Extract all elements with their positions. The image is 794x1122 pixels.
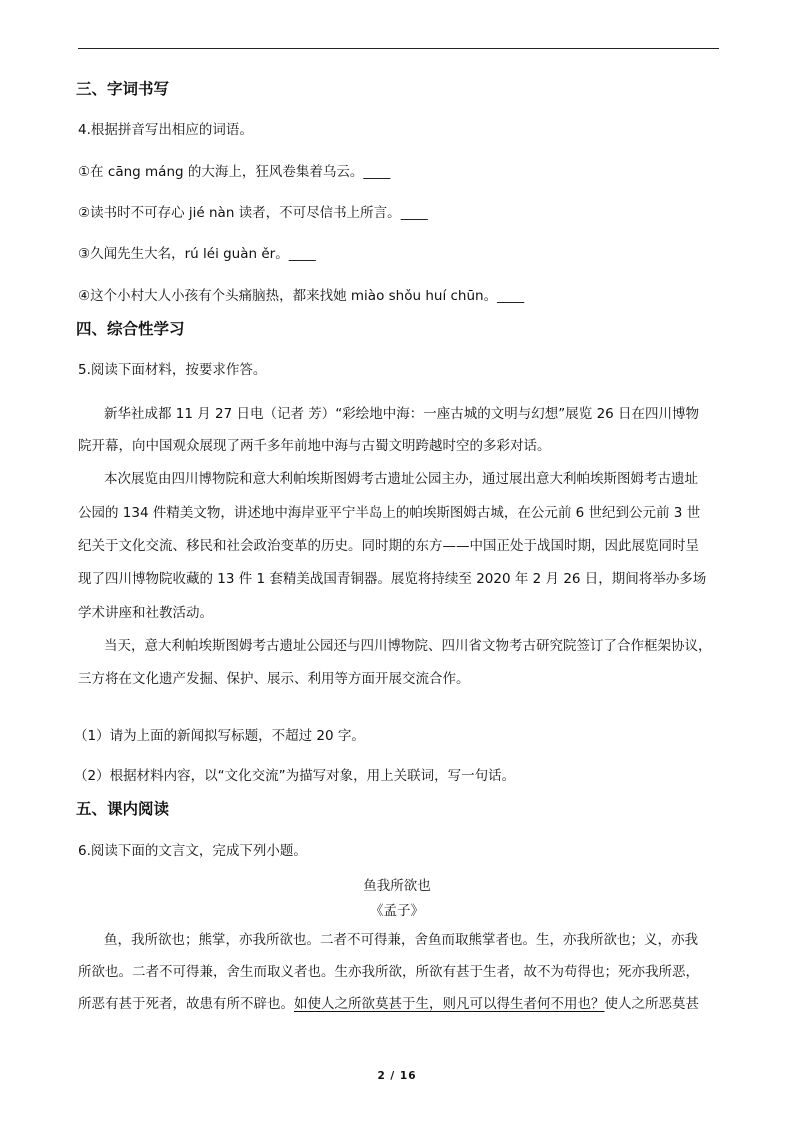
item-text: 。 xyxy=(275,246,289,262)
pinyin-text: jié nàn xyxy=(188,205,235,221)
answer-blank[interactable]: ____ xyxy=(288,246,316,262)
material-para-2-line-1: 本次展览由四川博物院和意大利帕埃斯图姆考古遗址公园主办，通过展出意大利帕埃斯图姆考古遗址 xyxy=(104,471,698,487)
item-text: ①在 xyxy=(78,164,108,180)
question-5-sub-2: （2）根据材料内容，以“文化交流”为描写对象，用上关联词，写一句话。 xyxy=(74,768,516,784)
page-number: 2 / 16 xyxy=(377,1070,417,1082)
section-heading-3: 三、字词书写 xyxy=(76,80,170,98)
passage-title: 鱼我所欲也 xyxy=(363,878,431,894)
passage-line-2: 所欲也。二者不可得兼，舍生而取义者也。生亦我所欲，所欲有甚于生者，故不为苟得也；死亦我所恶， xyxy=(78,964,699,980)
item-text: 读者，不可尽信书上所言。 xyxy=(234,205,401,221)
pinyin-text: miào shǒu huí chūn xyxy=(350,288,484,304)
answer-blank[interactable]: ____ xyxy=(400,205,428,221)
question-4-item-4 xyxy=(78,286,524,306)
item-text: ②读书时不可存心 xyxy=(78,205,189,221)
pinyin-text: cāng máng xyxy=(107,164,184,180)
material-para-1-line-2: 院开幕，向中国观众展现了两千多年前地中海与古蜀文明跨越时空的多彩对话。 xyxy=(78,438,551,454)
answer-blank[interactable]: ____ xyxy=(497,288,525,304)
question-5-prompt: 5.阅读下面材料，按要求作答。 xyxy=(78,362,267,378)
question-4-prompt: 4.根据拼音写出相应的词语。 xyxy=(78,122,253,138)
question-4-item-1 xyxy=(78,162,390,182)
material-para-1-line-1: 新华社成都 11 月 27 日电（记者 芳）“彩绘地中海：一座古城的文明与幻想”展览 26 日在四川博物 xyxy=(104,406,700,422)
item-text: ④这个小村大人小孩有个头痛脑热，都来找她 xyxy=(78,288,351,304)
passage-line-1: 鱼，我所欲也；熊掌，亦我所欲也。二者不可得兼，舍鱼而取熊掌者也。生，亦我所欲也；义，亦我 xyxy=(104,932,698,948)
section-heading-5: 五、课内阅读 xyxy=(76,800,170,818)
material-para-2-line-4: 现了四川博物院收藏的 13 件 1 套精美战国青铜器。展览将持续至 2020 年 2 月 26 日，期间将举办多场 xyxy=(78,571,707,587)
question-5-sub-1: （1）请为上面的新闻拟写标题，不超过 20 字。 xyxy=(74,728,365,744)
passage-author: 《孟子》 xyxy=(370,903,424,919)
material-para-2-line-3: 纪关于文化交流、移民和社会政治变革的历史。同时期的东方——中国正处于战国时期，因此展览同时呈 xyxy=(78,538,699,554)
passage-line-3 xyxy=(78,994,699,1014)
passage-text: 所恶有甚于死者，故患有所不辟也。 xyxy=(78,996,294,1012)
material-para-2-line-5: 学术讲座和社教活动。 xyxy=(78,605,213,621)
passage-text: 使人之所恶莫甚 xyxy=(604,996,699,1012)
material-para-2-line-2: 公园的 134 件精美文物，讲述地中海岸亚平宁半岛上的帕埃斯图姆古城，在公元前 6 世纪到公元前 3 世 xyxy=(78,505,701,521)
question-4-item-2 xyxy=(78,203,428,223)
material-para-3-line-2: 三方将在文化遗产发掘、保护、展示、利用等方面开展交流合作。 xyxy=(78,671,470,687)
item-text: 的大海上，狂风卷集着乌云。 xyxy=(183,164,364,180)
item-text: 。 xyxy=(483,288,498,304)
material-para-3-line-1: 当天，意大利帕埃斯图姆考古遗址公园还与四川博物院、四川省文物考古研究院签订了合作框架协议， xyxy=(104,638,712,654)
answer-blank[interactable]: ____ xyxy=(363,164,391,180)
underlined-sentence: 如使人之所欲莫甚于生，则凡可以得生者何不用也？ xyxy=(294,996,605,1012)
pinyin-text: rú léi guàn ěr xyxy=(184,246,276,262)
item-text: ③久闻先生大名， xyxy=(78,246,185,262)
question-4-item-3 xyxy=(78,244,316,264)
question-6-prompt: 6.阅读下面的文言文，完成下列小题。 xyxy=(78,843,307,859)
header-rule xyxy=(78,48,719,49)
section-heading-4: 四、综合性学习 xyxy=(76,320,185,338)
